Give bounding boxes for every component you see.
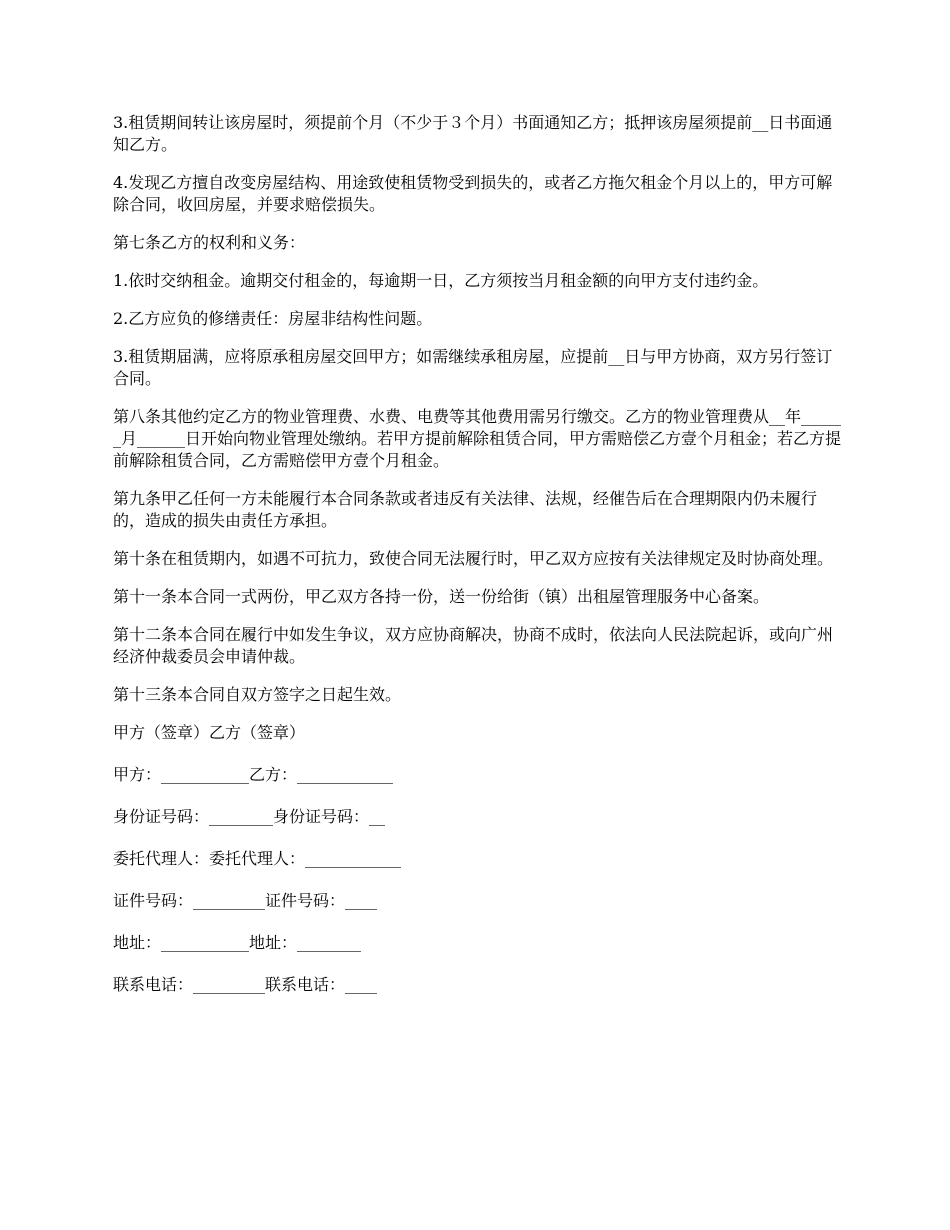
clause-paragraph: 第九条甲乙任何一方未能履行本合同条款或者违反有关法律、法规，经催告后在合理期限内仍未履行的，造成的损失由责任方承担。: [113, 489, 818, 530]
signature-line-agent: 委托代理人：委托代理人：____________: [113, 849, 402, 868]
clause-paragraph: 4.发现乙方擅自改变房屋结构、用途致使租赁物受到损失的，或者乙方拖欠租金个月以上的，甲方可解除合同，收回房屋，并要求赔偿损失。: [113, 173, 833, 214]
signature-line-id: 身份证号码：________身份证号码：__: [113, 807, 386, 826]
clause-paragraph: 3.租赁期届满，应将原承租房屋交回甲方；如需继续承租房屋，应提前__日与甲方协商，双方另行签订合同。: [113, 347, 833, 388]
clause-paragraph: 1.依时交纳租金。逾期交付租金的，每逾期一日，乙方须按当月租金额的向甲方支付违约金。: [113, 271, 769, 290]
clause-paragraph: 2.乙方应负的修缮责任：房屋非结构性问题。: [113, 309, 433, 328]
signature-header: 甲方（签章）乙方（签章）: [113, 723, 306, 742]
signature-line-certificate: 证件号码：_________证件号码：____: [113, 891, 378, 910]
clause-paragraph: 3.租赁期间转让该房屋时，须提前个月（不少于３个月）书面通知乙方；抵押该房屋须提前__日书面通知乙方。: [113, 113, 833, 154]
clause-paragraph: 第十条在租赁期内，如遇不可抗力，致使合同无法履行时，甲乙双方应按有关法律规定及时协商处理。: [113, 549, 834, 568]
clause-heading: 第七条乙方的权利和义务：: [113, 233, 306, 252]
signature-line-party: 甲方：___________乙方：____________: [113, 765, 394, 784]
signature-line-phone: 联系电话：_________联系电话：____: [113, 975, 378, 994]
clause-paragraph: 第十三条本合同自双方签字之日起生效。: [113, 685, 402, 704]
clause-paragraph: 第八条其他约定乙方的物业管理费、水费、电费等其他费用需另行缴交。乙方的物业管理费从__年______月______日开始向物业管理处缴纳。若甲方提前解除租赁合同，甲方需赔偿乙方壹个月租金；若乙方提前解除租赁合同，乙方需赔偿甲方壹个月租金。: [113, 407, 842, 470]
document-body: [113, 112, 843, 1016]
clause-paragraph: 第十一条本合同一式两份，甲乙双方各持一份，送一份给街（镇）出租屋管理服务中心备案。: [113, 587, 770, 606]
signature-line-address: 地址：___________地址：________: [113, 933, 362, 952]
clause-paragraph: 第十二条本合同在履行中如发生争议，双方应协商解决，协商不成时，依法向人民法院起诉，或向广州经济仲裁委员会申请仲裁。: [113, 625, 834, 666]
